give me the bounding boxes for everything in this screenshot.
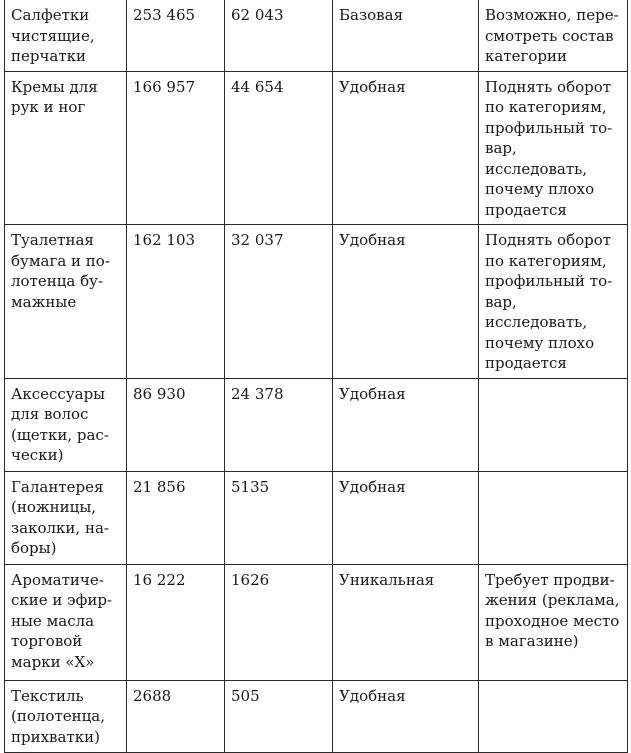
value-cell-1 bbox=[127, 680, 225, 752]
value-text-1: 16 222 bbox=[133, 570, 186, 589]
type-cell bbox=[333, 564, 479, 680]
value-text-2: 44 654 bbox=[231, 77, 284, 96]
table-row bbox=[5, 0, 628, 71]
note-cell bbox=[479, 225, 628, 379]
value-cell-2 bbox=[225, 680, 333, 752]
table-row bbox=[5, 680, 628, 752]
type-cell bbox=[333, 225, 479, 379]
table-row bbox=[5, 378, 628, 471]
value-text-1: 253 465 bbox=[133, 6, 196, 24]
note-text: Возможно, пере- смотреть состав категории bbox=[485, 6, 619, 65]
type-cell bbox=[333, 71, 479, 225]
value-cell-1 bbox=[127, 0, 225, 71]
category-cell bbox=[5, 471, 127, 564]
value-cell-2 bbox=[225, 564, 333, 680]
note-text: Поднять оборот по категориям, профильный то- вар, исследовать, почему плохо продается bbox=[485, 77, 613, 219]
category-text: Туалетная бумага и по- лотенца бу- мажные bbox=[11, 231, 110, 311]
note-cell bbox=[479, 564, 628, 680]
note-text: Поднять оборот по категориям, профильный то- вар, исследовать, почему плохо продается bbox=[485, 231, 613, 372]
category-cell bbox=[5, 0, 127, 71]
table-row bbox=[5, 71, 628, 225]
type-cell bbox=[333, 0, 479, 71]
table-row bbox=[5, 471, 628, 564]
value-text-2: 24 378 bbox=[231, 384, 284, 403]
note-text: Требует продви- жения (реклама, проходное место в магазине) bbox=[485, 570, 620, 650]
value-text-2: 62 043 bbox=[231, 6, 284, 24]
type-text: Удобная bbox=[339, 384, 406, 403]
category-cell bbox=[5, 71, 127, 225]
value-text-1: 2688 bbox=[133, 686, 172, 705]
value-text-2: 32 037 bbox=[231, 231, 284, 249]
value-cell-1 bbox=[127, 71, 225, 225]
note-cell bbox=[479, 680, 628, 752]
type-cell bbox=[333, 378, 479, 471]
type-cell bbox=[333, 680, 479, 752]
category-cell bbox=[5, 680, 127, 752]
category-text: Кремы для рук и ног bbox=[11, 77, 98, 116]
value-cell-2 bbox=[225, 225, 333, 379]
type-text: Удобная bbox=[339, 686, 406, 705]
category-text: Текстиль (полотенца, прихватки) bbox=[11, 686, 105, 746]
type-text: Базовая bbox=[339, 6, 404, 24]
category-cell bbox=[5, 378, 127, 471]
value-cell-1 bbox=[127, 225, 225, 379]
value-cell-2 bbox=[225, 471, 333, 564]
value-text-1: 21 856 bbox=[133, 477, 186, 496]
value-cell-1 bbox=[127, 378, 225, 471]
note-cell bbox=[479, 471, 628, 564]
type-text: Уникальная bbox=[339, 570, 435, 589]
category-cell bbox=[5, 564, 127, 680]
category-text: Галантерея (ножницы, заколки, на- боры) bbox=[11, 477, 109, 557]
table-row bbox=[5, 225, 628, 379]
value-cell-2 bbox=[225, 378, 333, 471]
value-cell-1 bbox=[127, 564, 225, 680]
value-text-2: 5135 bbox=[231, 477, 270, 496]
category-table bbox=[4, 0, 628, 753]
value-text-1: 166 957 bbox=[133, 77, 196, 96]
type-text: Удобная bbox=[339, 231, 406, 249]
note-cell bbox=[479, 71, 628, 225]
value-cell-2 bbox=[225, 0, 333, 71]
category-cell bbox=[5, 225, 127, 379]
value-cell-1 bbox=[127, 471, 225, 564]
type-text: Удобная bbox=[339, 477, 406, 496]
value-text-1: 86 930 bbox=[133, 384, 186, 403]
type-cell bbox=[333, 471, 479, 564]
note-cell bbox=[479, 378, 628, 471]
value-cell-2 bbox=[225, 71, 333, 225]
type-text: Удобная bbox=[339, 77, 406, 96]
category-text: Аксессуары для волос (щетки, рас- чески) bbox=[11, 384, 109, 464]
value-text-2: 1626 bbox=[231, 570, 270, 589]
category-text: Салфетки чистящие, перчатки bbox=[11, 6, 95, 65]
value-text-1: 162 103 bbox=[133, 231, 196, 249]
value-text-2: 505 bbox=[231, 686, 260, 705]
table-row bbox=[5, 564, 628, 680]
note-cell bbox=[479, 0, 628, 71]
category-text: Ароматиче- ские и эфир- ные масла торговой марки «X» bbox=[11, 570, 112, 671]
